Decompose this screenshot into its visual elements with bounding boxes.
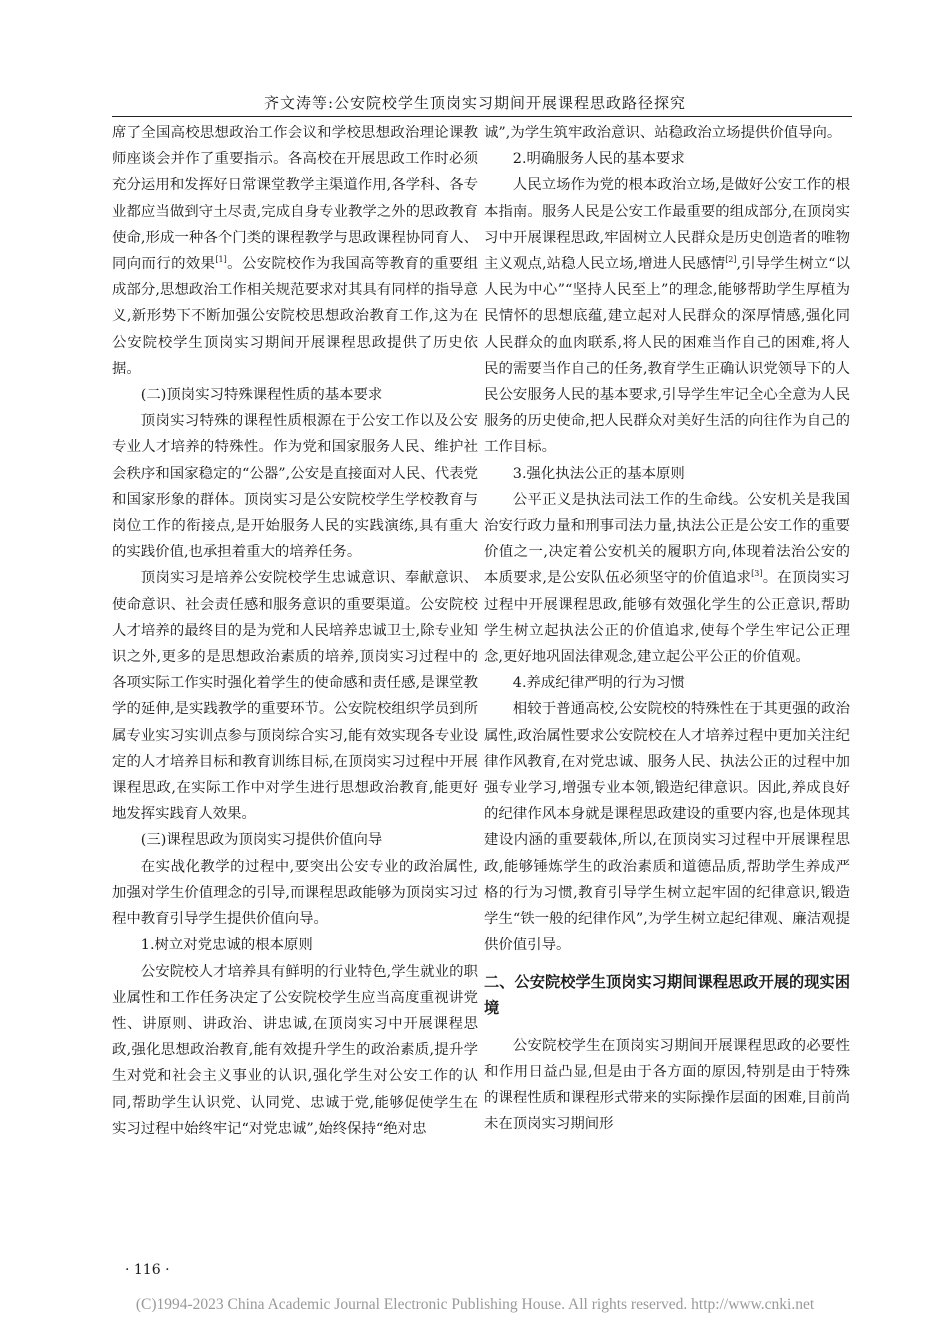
header-rule: [112, 116, 852, 117]
subsection-heading: (三)课程思政为顶岗实习提供价值向导: [140, 832, 383, 849]
paragraph: 相较于普通高校,公安院校的特殊性在于其更强的政治属性,政治属性要求公安院校在人才培养过程中更加关注纪律作风教育,在对党忠诚、服务人民、执法公正的过程中加强专业学习,增强专业本领,锻造纪律意识。因此,养成良好的纪律作风本身就是课程思政建设的重要内容,也是体现其建设内涵的重要载体,所以,在顶岗实习过程中开展课程思政,能够锤炼学生的政治素质和道德品质,帮助学生养成严格的行为习惯,教育引导学生树立起牢固的纪律意识,锻造学生“铁一般的纪律作风”,为学生树立起纪律观、廉洁观提供价值引导。: [484, 701, 850, 954]
numbered-heading: 1.树立对党忠诚的根本原则: [140, 937, 313, 954]
numbered-heading: 2.明确服务人民的基本要求: [512, 151, 685, 168]
citation-ref: [1]: [215, 255, 227, 265]
paragraph: 顶岗实习是培养公安院校学生忠诚意识、奉献意识、使命意识、社会责任感和服务意识的重要渠道。公安院校人才培养的最终目的是为党和人民培养忠诚卫士,除专业知识之外,更多的是思想政治素质的培养,顶岗实习过程中的各项实际工作实时强化着学生的使命感和责任感,是课堂教学的延伸,是实践教学的重要环节。公安院校组织学员到所属专业实习实训点参与顶岗综合实习,能有效实现各专业设定的人才培养目标和教育训练目标,在顶岗实习过程中开展课程思政,在实际工作中对学生进行思想政治教育,能更好地发挥实践育人效果。: [112, 570, 478, 823]
right-column: [484, 120, 850, 1137]
left-column: [112, 120, 478, 1142]
paragraph-text: 席了全国高校思想政治工作会议和学校思想政治理论课教师座谈会并作了重要指示。各高校在开展思政工作时必须充分运用和发挥好日常课堂教学主渠道作用,各学科、各专业都应当做到守土尽责,完成自身专业教学之外的思政教育使命,形成一种各个门类的课程教学与思政课程协同育人、同向而行的效果: [112, 125, 478, 273]
paragraph: 顶岗实习特殊的课程性质根源在于公安工作以及公安专业人才培养的特殊性。作为党和国家服务人民、维护社会秩序和国家稳定的“公器”,公安是直接面对人民、代表党和国家形象的群体。顶岗实习是公安院校学生学校教育与岗位工作的衔接点,是开始服务人民的实践演练,具有重大的实践价值,也承担着重大的培养任务。: [112, 413, 478, 561]
paragraph-text: 。公安院校作为我国高等教育的重要组成部分,思想政治工作相关规范要求对其具有同样的指导意义,新形势下不断加强公安院校思想政治教育工作,这为在公安院校学生顶岗实习期间开展课程思政提供了历史依据。: [112, 256, 478, 377]
paragraph: 在实战化教学的过程中,要突出公安专业的政治属性,加强对学生价值理念的引导,而课程思政能够为顶岗实习过程中教育引导学生提供价值向导。: [112, 858, 478, 928]
running-head: 齐文涛等:公安院校学生顶岗实习期间开展课程思政路径探究: [263, 94, 687, 112]
paragraph: [484, 487, 850, 670]
numbered-heading: 4.养成纪律严明的行为习惯: [512, 675, 685, 692]
paragraph: 公安院校学生在顶岗实习期间开展课程思政的必要性和作用日益凸显,但是由于各方面的原因,特别是由于特殊的课程性质和课程形式带来的实际操作层面的困难,目前尚未在顶岗实习期间形: [484, 1037, 850, 1133]
paragraph-text: 。在顶岗实习过程中开展课程思政,能够有效强化学生的公正意识,帮助学生树立起执法公正的价值追求,使每个学生牢记公正理念,更好地巩固法律观念,建立起公平公正的价值观。: [484, 570, 850, 666]
paragraph-continued: 诚”,为学生筑牢政治意识、站稳政治立场提供价值导向。: [484, 125, 842, 141]
citation-ref: [2]: [725, 255, 737, 265]
section-heading: 二、公安院校学生顶岗实习期间课程思政开展的现实困境: [484, 972, 850, 1017]
copyright-footer: (C)1994-2023 China Academic Journal Electronic Publishing House. All rights reserved. http://www.cnki.net: [135, 1296, 815, 1313]
paragraph-text: 人民立场作为党的根本政治立场,是做好公安工作的根本指南。服务人民是公安工作最重要的组成部分,在顶岗实习中开展课程思政,牢固树立人民群众是历史创造者的唯物主义观点,站稳人民立场,增进人民感情: [484, 177, 850, 273]
subsection-heading: (二)顶岗实习特殊课程性质的基本要求: [140, 387, 383, 404]
paragraph-text: ,引导学生树立“以人民为中心”“坚持人民至上”的理念,能够帮助学生厚植为民情怀的思想底蕴,建立起对人民群众的深厚情感,强化同人民群众的血肉联系,将人民的困难当作自己的困难,将人民的需要当作自己的任务,教育学生正确认识党领导下的人民公安服务人民的基本要求,引导学生牢记全心全意为人民服务的历史使命,把人民群众对美好生活的向往作为自己的工作目标。: [484, 256, 850, 456]
citation-ref: [3]: [751, 569, 763, 579]
page-number: · 116 ·: [125, 1262, 170, 1278]
paragraph-text: 公平正义是执法司法工作的生命线。公安机关是我国治安行政力量和刑事司法力量,执法公正是公安工作的重要价值之一,决定着公安机关的履职方向,体现着法治公安的本质要求,是公安队伍必须坚守的价值追求: [484, 491, 850, 587]
paragraph: [484, 172, 850, 460]
paragraph: 公安院校人才培养具有鲜明的行业特色,学生就业的职业属性和工作任务决定了公安院校学生应当高度重视讲党性、讲原则、讲政治、讲忠诚,在顶岗实习中开展课程思政,强化思想政治教育,能有效提升学生的政治素质,提升学生对党和社会主义事业的认识,强化学生对公安工作的认同,帮助学生认识党、认同党、忠诚于党,能够促使学生在实习过程中始终牢记“对党忠诚”,始终保持“绝对忠: [112, 963, 478, 1137]
numbered-heading: 3.强化执法公正的基本原则: [512, 465, 685, 482]
paragraph-continued: [112, 120, 478, 382]
